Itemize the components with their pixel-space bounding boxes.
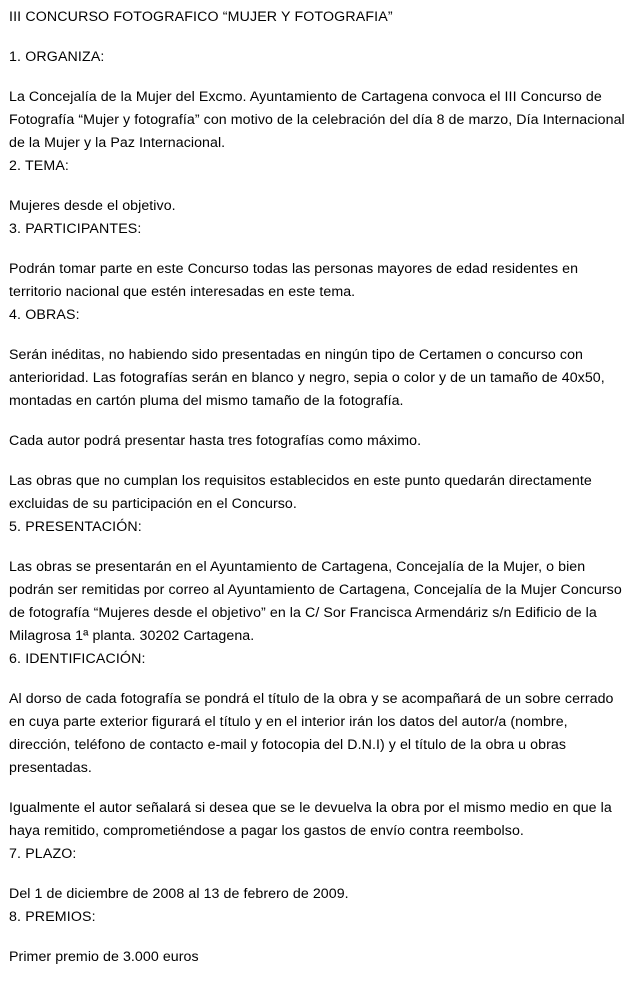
section-heading: 1. ORGANIZA: xyxy=(9,49,105,65)
section-paragraph: Las obras que no cumplan los requisitos establecidos en este punto quedarán directamente excluidas de su participación en el Concurso. xyxy=(9,473,592,512)
section-paragraph: La Concejalía de la Mujer del Excmo. Ayuntamiento de Cartagena convoca el III Concurso de Fotografía “Mujer y fotografía” con motivo de la celebración del día 8 de marzo, Día Internacional de la Mujer y la Paz Internacional. xyxy=(9,89,625,151)
section-paragraph: Al dorso de cada fotografía se pondrá el título de la obra y se acompañará de un sobre cerrado en cuya parte exterior figurará el título y en el interior irán los datos del autor/a (nombre, dirección, teléfono de contacto e-mail y fotocopia del D.N.I) y el título de la obra u obras presentadas. xyxy=(9,691,614,776)
section-participantes xyxy=(9,218,628,304)
section-paragraph: Podrán tomar parte en este Concurso todas las personas mayores de edad residentes en territorio nacional que estén interesadas en este tema. xyxy=(9,261,579,300)
section-paragraph: Cada autor podrá presentar hasta tres fotografías como máximo. xyxy=(9,433,422,449)
document-title: III CONCURSO FOTOGRAFICO “MUJER Y FOTOGRAFIA” xyxy=(9,9,393,25)
section-tema xyxy=(9,155,628,218)
section-paragraph: Igualmente el autor señalará si desea que se le devuelva la obra por el mismo medio en que la haya remitido, comprometiéndose a pagar los gastos de envío contra reembolso. xyxy=(9,800,612,839)
section-heading: 8. PREMIOS: xyxy=(9,909,96,925)
section-paragraph: Las obras se presentarán en el Ayuntamiento de Cartagena, Concejalía de la Mujer, o bien podrán ser remitidas por correo al Ayuntamiento de Cartagena, Concejalía de la Mujer Concurso de fotografía “Mujeres desde el objetivo” en la C/ Sor Francisca Armendáriz s/n Edificio de la Milagrosa 1ª planta. 30202 Cartagena. xyxy=(9,559,622,644)
section-paragraph: Mujeres desde el objetivo. xyxy=(9,198,176,214)
section-heading: 5. PRESENTACIÓN: xyxy=(9,519,142,535)
section-presentacion xyxy=(9,516,628,648)
section-plazo xyxy=(9,843,628,906)
section-organiza xyxy=(9,46,628,155)
section-heading: 7. PLAZO: xyxy=(9,846,77,862)
section-paragraph: Primer premio de 3.000 euros xyxy=(9,949,199,965)
section-heading: 6. IDENTIFICACIÓN: xyxy=(9,651,146,667)
section-obras xyxy=(9,304,628,516)
section-identificacion xyxy=(9,648,628,843)
section-paragraph: Del 1 de diciembre de 2008 al 13 de febrero de 2009. xyxy=(9,886,349,902)
section-heading: 4. OBRAS: xyxy=(9,307,80,323)
section-premios xyxy=(9,906,628,969)
section-heading: 2. TEMA: xyxy=(9,158,70,174)
section-paragraph: Serán inéditas, no habiendo sido presentadas en ningún tipo de Certamen o concurso con anterioridad. Las fotografías serán en blanco y negro, sepia o color y de un tamaño de 40x50, montadas en cartón pluma del mismo tamaño de la fotografía. xyxy=(9,347,605,409)
section-heading: 3. PARTICIPANTES: xyxy=(9,221,142,237)
